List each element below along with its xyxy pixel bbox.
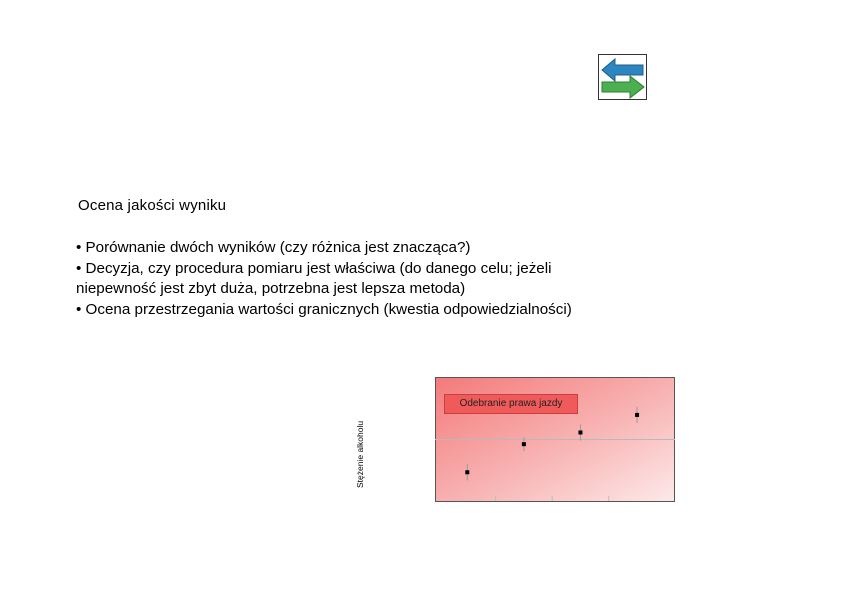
threshold-banner: Odebranie prawa jazdy	[444, 394, 578, 414]
bullet-item: • Ocena przestrzegania wartości granicznych (kwestia odpowiedzialności)	[76, 300, 572, 318]
slide-title: Ocena jakości wyniku	[78, 197, 227, 214]
chart-y-axis-label: Stężenie alkoholu	[355, 420, 365, 488]
forward-arrow-icon	[602, 76, 644, 98]
bullet-item: • Decyzja, czy procedura pomiaru jest właściwa (do danego celu; jeżeli	[76, 259, 552, 277]
data-point	[578, 430, 582, 434]
back-arrow-icon	[602, 59, 643, 81]
data-point	[522, 442, 526, 446]
data-point	[635, 413, 639, 417]
bullet-item: niepewność jest zbyt duża, potrzebna jest lepsza metoda)	[76, 280, 466, 297]
bullet-list	[76, 238, 776, 320]
swap-arrows-icon[interactable]	[598, 54, 647, 100]
bullet-item: • Porównanie dwóch wyników (czy różnica jest znacząca?)	[76, 239, 471, 256]
data-point	[465, 470, 469, 474]
